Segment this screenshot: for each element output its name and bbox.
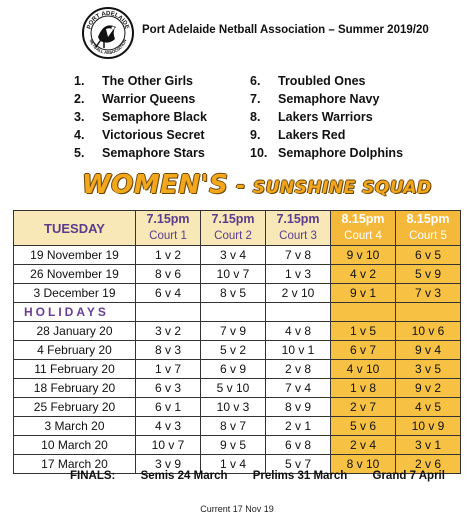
court-time: 7.15pm [211,212,255,226]
fixture-game: 5 v 6 [331,417,396,436]
court-name: Court 5 [409,230,447,242]
current-date-note: Current 17 Nov 19 [200,504,274,514]
table-row [14,265,461,284]
association-logo [82,7,134,59]
fixture-game: 8 v 9 [266,398,331,417]
team-item [74,72,207,90]
fixture-game: 8 v 10 [331,455,396,474]
fixture-game: 8 v 5 [201,284,266,303]
fixture-game: 8 v 7 [201,417,266,436]
team-number: 10. [250,146,268,160]
table-row [14,341,461,360]
table-row [14,322,461,341]
team-name: Lakers Warriors [278,110,373,124]
logo-text-bottom: NETBALL ASSOCIATION [88,38,128,56]
fixture-game: 2 v 8 [266,360,331,379]
banner-womens: WOMEN'S [82,170,229,200]
fixture-game: 9 v 10 [331,246,396,265]
team-item [74,90,207,108]
fixture-game: 7 v 8 [266,246,331,265]
fixture-game: 4 v 2 [331,265,396,284]
fixture-game: 10 v 1 [266,341,331,360]
fixture-game: 2 v 1 [266,417,331,436]
fixture-game: 4 v 10 [331,360,396,379]
fixture-date: 28 January 20 [14,322,136,341]
fixture-date: 4 February 20 [14,341,136,360]
team-name: Semaphore Dolphins [278,146,404,160]
court-time: 7.15pm [276,212,320,226]
teams-column-right [250,72,403,162]
fixture-game: 4 v 5 [396,398,461,417]
page-title: Port Adelaide Netball Association – Summer 2019/20 [142,24,429,36]
fixture-game: 8 v 3 [136,341,201,360]
team-item [74,144,207,162]
fixture-game: 1 v 4 [201,455,266,474]
table-row [14,360,461,379]
team-number: 3. [74,110,85,124]
team-name: Warrior Queens [102,92,196,106]
fixture-game: 10 v 7 [201,265,266,284]
court-name: Court 4 [344,230,382,242]
team-number: 7. [250,92,261,106]
fixture-game: 3 v 4 [201,246,266,265]
team-item [250,90,403,108]
team-item [74,126,207,144]
fixture-game: 2 v 10 [266,284,331,303]
table-header-row [14,211,461,246]
finals-label: FINALS: [70,470,116,482]
table-row [14,398,461,417]
day-header: TUESDAY [14,211,136,246]
court-header [266,211,331,246]
holidays-empty-cell [266,303,331,322]
court-time: 7.15pm [146,212,190,226]
fixture-game: 7 v 4 [266,379,331,398]
table-row [14,436,461,455]
fixture-game: 2 v 7 [331,398,396,417]
fixtures-table [13,210,461,474]
fixture-date: 17 March 20 [14,455,136,474]
fixture-game: 6 v 1 [136,398,201,417]
fixture-game: 4 v 8 [266,322,331,341]
team-name: Semaphore Stars [102,146,205,160]
fixture-game: 5 v 9 [396,265,461,284]
fixture-game: 1 v 2 [136,246,201,265]
team-item [250,108,403,126]
fixture-game: 5 v 2 [201,341,266,360]
fixture-date: 18 February 20 [14,379,136,398]
court-name: Court 1 [149,230,187,242]
fixture-game: 5 v 7 [266,455,331,474]
fixture-game: 9 v 4 [396,341,461,360]
court-name: Court 3 [279,230,317,242]
court-header [396,211,461,246]
fixture-game: 6 v 3 [136,379,201,398]
fixture-game: 9 v 2 [396,379,461,398]
finals-grand: Grand 7 April [372,470,445,482]
table-row [14,284,461,303]
holidays-empty-cell [136,303,201,322]
fixture-game: 3 v 9 [136,455,201,474]
team-number: 1. [74,74,85,88]
fixture-game: 6 v 7 [331,341,396,360]
fixture-date: 3 December 19 [14,284,136,303]
fixture-game: 6 v 5 [396,246,461,265]
holidays-row [14,303,461,322]
fixture-game: 10 v 7 [136,436,201,455]
division-banner [82,170,432,206]
team-number: 2. [74,92,85,106]
holidays-label: HOLIDAYS [14,303,136,322]
fixture-game: 9 v 1 [331,284,396,303]
fixture-game: 8 v 6 [136,265,201,284]
team-item [250,144,403,162]
fixture-game: 3 v 5 [396,360,461,379]
team-name: Semaphore Navy [278,92,380,106]
team-name: Semaphore Black [102,110,207,124]
team-number: 8. [250,110,261,124]
table-row [14,417,461,436]
fixture-game: 6 v 8 [266,436,331,455]
fixture-date: 10 March 20 [14,436,136,455]
banner-squad: SUNSHINE SQUAD [252,178,432,198]
fixture-game: 9 v 5 [201,436,266,455]
fixture-game: 1 v 3 [266,265,331,284]
logo-text-top: PORT ADELAIDE [86,10,130,30]
team-number: 4. [74,128,85,142]
teams-column-left [74,72,207,162]
team-name: Lakers Red [278,128,346,142]
fixture-game: 2 v 6 [396,455,461,474]
fixture-game: 10 v 9 [396,417,461,436]
court-header [201,211,266,246]
team-item [250,72,403,90]
fixture-game: 4 v 3 [136,417,201,436]
court-header [331,211,396,246]
holidays-empty-cell [396,303,461,322]
fixture-game: 10 v 6 [396,322,461,341]
finals-line [70,470,445,482]
team-number: 5. [74,146,85,160]
team-item [250,126,403,144]
fixture-game: 7 v 3 [396,284,461,303]
fixture-date: 19 November 19 [14,246,136,265]
team-name: Victorious Secret [102,128,205,142]
fixture-game: 2 v 4 [331,436,396,455]
fixture-date: 11 February 20 [14,360,136,379]
holidays-empty-cell [331,303,396,322]
fixture-date: 3 March 20 [14,417,136,436]
banner-dash: - [228,174,253,199]
fixture-game: 6 v 9 [201,360,266,379]
fixture-date: 26 November 19 [14,265,136,284]
fixture-date: 25 February 20 [14,398,136,417]
team-name: The Other Girls [102,74,193,88]
table-row [14,379,461,398]
court-header [136,211,201,246]
court-time: 8.15pm [406,212,450,226]
finals-semis: Semis 24 March [140,470,228,482]
fixture-game: 10 v 3 [201,398,266,417]
teams-list [74,72,454,164]
holidays-empty-cell [201,303,266,322]
finals-prelims: Prelims 31 March [252,470,348,482]
fixture-game: 7 v 9 [201,322,266,341]
fixture-game: 1 v 5 [331,322,396,341]
fixture-game: 1 v 8 [331,379,396,398]
fixture-game: 3 v 2 [136,322,201,341]
fixture-game: 1 v 7 [136,360,201,379]
fixture-game: 3 v 1 [396,436,461,455]
table-row [14,246,461,265]
team-number: 9. [250,128,261,142]
team-name: Troubled Ones [278,74,366,88]
court-name: Court 2 [214,230,252,242]
court-time: 8.15pm [341,212,385,226]
team-item [74,108,207,126]
fixture-game: 6 v 4 [136,284,201,303]
team-number: 6. [250,74,261,88]
fixture-game: 5 v 10 [201,379,266,398]
